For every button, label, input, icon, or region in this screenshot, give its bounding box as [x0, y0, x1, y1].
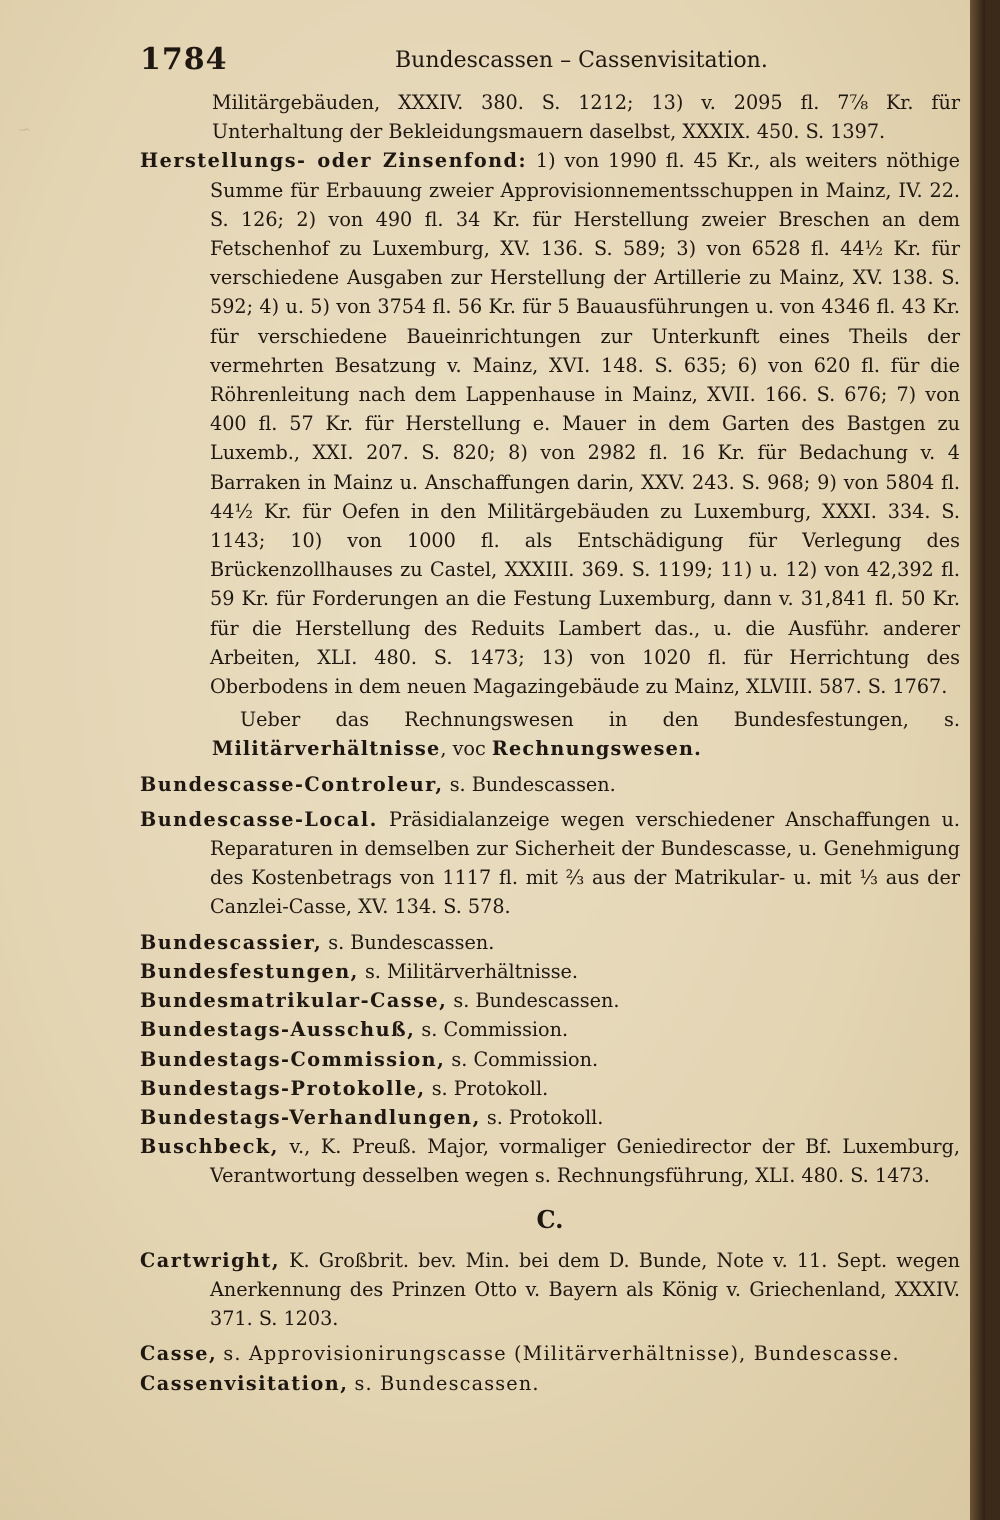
index-entry	[140, 1246, 960, 1334]
entry-headword: Cartwright,	[140, 1248, 281, 1272]
section-letter: C.	[536, 1204, 564, 1234]
entry-text: Präsidialanzeige wegen verschiedener Anschaffungen u. Reparaturen in demselben zur Sicherheit der Bundescasse, u. Genehmigung des Kostenbetrags von 1117 fl. mit ⅔ aus der Matrikular- u. mit ⅓ aus der Canzlei-Casse, XV. 134. S. 578.	[210, 807, 960, 919]
page-number: 1784	[140, 42, 228, 77]
bleed-through-mark: ~	[18, 120, 32, 139]
note-text: Ueber das Rechnungswesen in den Bundesfestungen, s.	[240, 708, 960, 732]
entry-text: s. Commission.	[451, 1047, 599, 1071]
entry-headword: Bundescasse-Local.	[140, 807, 378, 831]
page-header	[140, 42, 880, 82]
index-entry	[140, 1132, 960, 1190]
entry-headword: Herstellungs- oder Zinsenfond:	[140, 149, 528, 173]
entry-text: s. Bundescassen.	[453, 989, 620, 1013]
index-entry	[140, 1369, 960, 1398]
running-head: Bundescassen – Cassenvisitation.	[395, 48, 768, 73]
continued-entry	[140, 88, 960, 146]
entry-text: s. Commission.	[421, 1018, 569, 1042]
entry-text: s. Militärverhältnisse.	[364, 959, 579, 983]
index-entry	[140, 770, 960, 799]
entry-text: s. Bundescassen.	[354, 1371, 540, 1395]
note-text-mid: , voc	[440, 737, 486, 761]
continued-entry-text: Militärgebäuden, XXXIV. 380. S. 1212; 13) v. 2095 fl. 7⅞ Kr. für Unterhaltung der Bekleidungsmauern daselbst, XXXIX. 450. S. 1397.	[212, 91, 960, 144]
entry-text: s. Protokoll.	[431, 1076, 549, 1100]
index-entry	[140, 1103, 960, 1132]
entry-text: 1) von 1990 fl. 45 Kr., als weiters nöthige Summe für Erbauung zweier Approvisionnementsschuppen in Mainz, IV. 22. S. 126; 2) von 490 fl. 34 Kr. für Herstellung zweier Breschen an dem Fetschenhof zu Luxemburg, XV. 136. S. 589; 3) von 6528 fl. 44½ Kr. für verschiedene Ausgaben zur Herstellung der Artillerie zu Mainz, XV. 138. S. 592; 4) u. 5) von 3754 fl. 56 Kr. für 5 Bauausführungen u. von 4346 fl. 43 Kr. für verschiedene Baueinrichtungen zur Unterkunft eines Theils der vermehrten Besatzung v. Mainz, XVI. 148. S. 635; 6) von 620 fl. für die Röhrenleitung nach dem Lappenhause in Mainz, XVII. 166. S. 676; 7) von 400 fl. 57 Kr. für Herstellung e. Mauer in dem Garten des Bastgen zu Luxemb., XXI. 207. S. 820; 8) von 2982 fl. 16 Kr. für Bedachung v. 4 Barraken in Mainz u. Anschaffungen darin, XXV. 243. S. 968; 9) von 5804 fl. 44½ Kr. für Oefen in den Militärgebäuden zu Luxemburg, XXXI. 334. S. 1143; 10) von 1000 fl. als Entschädigung für Verlegung des Brückenzollhauses zu Castel, XXXIII. 369. S. 1199; 11) u. 12) von 42,392 fl. 59 Kr. für Forderungen an die Festung Luxemburg, dann v. 31,841 fl. 50 Kr. für die Herstellung des Reduits Lambert das., u. die Ausführ. anderer Arbeiten, XLI. 480. S. 1473; 13) von 1020 fl. für Herrichtung des Oberbodens in dem neuen Magazingebäude zu Mainz, XLVIII. 587. S. 1767.	[210, 149, 960, 699]
book-edge	[970, 0, 985, 1520]
index-entry	[140, 1339, 960, 1368]
index-entry	[140, 986, 960, 1015]
entry-text: s. Protokoll.	[486, 1105, 604, 1129]
entry-headword: Casse,	[140, 1342, 218, 1366]
index-entry	[140, 1045, 960, 1074]
index-text	[140, 88, 960, 1398]
index-entry-herstellungsfond	[140, 146, 960, 701]
entry-text: K. Großbrit. bev. Min. bei dem D. Bunde, Note v. 11. Sept. wegen Anerkennung des Prinzen Otto v. Bayern als König v. Griechenland, XXXIV. 371. S. 1203.	[210, 1248, 960, 1331]
entry-headword: Bundescassier,	[140, 930, 323, 954]
entry-text: s. Bundescassen.	[328, 930, 495, 954]
cross-reference-note	[140, 705, 960, 763]
index-entry	[140, 1074, 960, 1103]
index-entry	[140, 805, 960, 922]
entry-headword: Bundescasse-Controleur,	[140, 772, 444, 796]
entry-text: v., K. Preuß. Major, vormaliger Geniedirector der Bf. Luxemburg, Verantwortung desselben wegen s. Rechnungsführung, XLI. 480. S. 1473.	[210, 1135, 960, 1188]
index-entry	[140, 928, 960, 957]
entry-headword: Bundestags-Ausschuß,	[140, 1018, 416, 1042]
entry-headword: Bundestags-Verhandlungen,	[140, 1105, 481, 1129]
note-reference-1: Militärverhältnisse	[212, 737, 441, 761]
note-reference-2: Rechnungswesen.	[491, 737, 703, 761]
entry-headword: Bundesfestungen,	[140, 959, 359, 983]
entry-text: s. Approvisionirungscasse (Militärverhältnisse), Bundescasse.	[223, 1342, 900, 1366]
entry-text: s. Bundescassen.	[449, 772, 616, 796]
entry-headword: Buschbeck,	[140, 1135, 279, 1159]
index-entry	[140, 1015, 960, 1044]
entry-headword: Bundestags-Commission,	[140, 1047, 446, 1071]
index-entry	[140, 957, 960, 986]
entry-headword: Bundestags-Protokolle,	[140, 1076, 426, 1100]
entry-headword: Bundesmatrikular-Casse,	[140, 989, 448, 1013]
entry-headword: Cassenvisitation,	[140, 1371, 349, 1395]
